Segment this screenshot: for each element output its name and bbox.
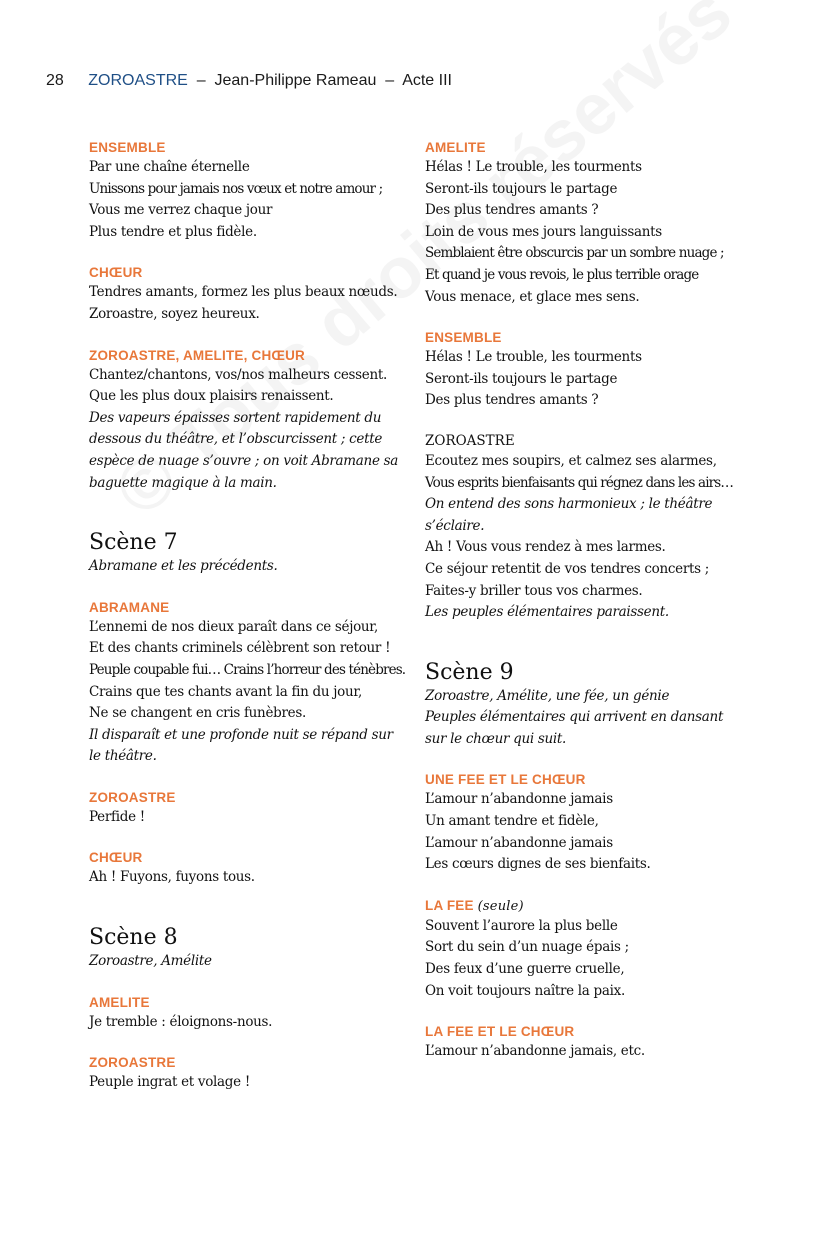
speaker-name: ZOROASTRE <box>425 432 515 449</box>
opera-title: ZOROASTRE <box>88 72 188 89</box>
verse-line: Hélas ! Le trouble, les tourments <box>425 159 642 175</box>
verse-line: Unissons pour jamais nos vœux et notre amour ; <box>89 180 383 197</box>
act-label: Acte III <box>402 72 452 89</box>
verse-line: L’ennemi de nos dieux paraît dans ce séjour, <box>89 618 378 635</box>
verse-line: Ah ! Vous vous rendez à mes larmes. <box>425 539 666 556</box>
stage-direction: le théâtre. <box>89 748 157 765</box>
verse-line: Loin de vous mes jours languissants <box>425 223 662 240</box>
verse-line: Tendres amants, formez les plus beaux nœuds. <box>89 284 398 301</box>
speaker-name: LA FEE ET LE CHŒUR <box>425 1024 575 1040</box>
speech-block <box>89 848 407 889</box>
verse-line: Ah ! Fuyons, fuyons tous. <box>89 869 255 886</box>
speaker-name: ZOROASTRE <box>89 1055 176 1071</box>
speaker-name: CHŒUR <box>89 850 143 866</box>
scene-heading: Scène 9 <box>425 659 514 685</box>
verse-line: Crains que tes chants avant la fin du jour, <box>89 683 363 700</box>
verse-line: Et des chants criminels célèbrent son retour ! <box>89 640 391 657</box>
verse-line: Que les plus doux plaisirs renaissent. <box>89 388 334 405</box>
speech-block <box>89 993 407 1034</box>
scene-characters: Zoroastre, Amélite <box>89 953 212 970</box>
left-column <box>89 138 407 1114</box>
composer-name: Jean-Philippe Rameau <box>214 72 377 89</box>
speaker-name: ENSEMBLE <box>89 140 166 155</box>
header-separator: – <box>196 72 206 89</box>
stage-direction: On entend des sons harmonieux ; le théâtre <box>425 496 713 513</box>
speaker-name: ENSEMBLE <box>425 330 502 346</box>
speaker-name: ABRAMANE <box>89 599 170 615</box>
stage-direction: sur le chœur qui suit. <box>425 730 567 747</box>
speech-block <box>425 770 755 875</box>
speaker-name <box>425 896 755 916</box>
verse-line: Les cœurs dignes de ses bienfaits. <box>425 856 651 873</box>
speech-block <box>425 138 755 308</box>
scene-characters: Zoroastre, Amélite, une fée, un génie <box>425 687 670 704</box>
scene-heading: Scène 7 <box>89 530 178 556</box>
right-column <box>425 138 755 1083</box>
stage-direction: dessous du théâtre, et l’obscurcissent ; cette <box>89 431 383 448</box>
speech-block <box>89 346 407 495</box>
speaker-role: LA FEE <box>425 897 474 913</box>
stage-direction: baguette magique à la main. <box>89 474 277 491</box>
verse-line: Peuple coupable fui… Crains l’horreur des ténèbres. <box>89 661 406 678</box>
speech-block <box>89 788 407 829</box>
verse-line: Je tremble : éloignons-nous. <box>89 1013 273 1030</box>
header-separator: – <box>385 72 395 89</box>
speech-block <box>425 432 755 624</box>
verse-line: Ne se changent en cris funèbres. <box>89 705 306 722</box>
stage-direction: Il disparaît et une profonde nuit se répand sur <box>89 726 393 743</box>
verse-line: L’amour n’abandonne jamais <box>425 834 613 851</box>
page-number: 28 <box>46 72 64 89</box>
verse-line: Chantez/chantons, vos/nos malheurs cessent. <box>89 366 387 383</box>
verse-line: L’amour n’abandonne jamais, etc. <box>425 1043 645 1060</box>
stage-direction: Des vapeurs épaisses sortent rapidement du <box>89 409 382 426</box>
speaker-name: ZOROASTRE <box>89 789 176 805</box>
running-header <box>46 72 452 90</box>
verse-line: On voit toujours naître la paix. <box>425 982 625 999</box>
verse-line: Seront-ils toujours le partage <box>425 180 618 197</box>
speech-block <box>89 263 407 325</box>
speech-block <box>89 138 407 243</box>
performance-note: (seule) <box>477 898 524 914</box>
verse-line: Perfide ! <box>89 808 145 825</box>
speaker-name: AMELITE <box>425 140 486 155</box>
verse-line: Vous esprits bienfaisants qui régnez dans les airs… <box>425 474 733 491</box>
speech-block <box>89 1053 407 1094</box>
verse-line: Vous me verrez chaque jour <box>89 202 273 219</box>
verse-line: Des plus tendres amants ? <box>425 202 599 219</box>
speaker-name: UNE FEE ET LE CHŒUR <box>425 772 586 788</box>
verse-line: Souvent l’aurore la plus belle <box>425 917 618 934</box>
speech-block <box>425 1022 755 1063</box>
verse-line: Un amant tendre et fidèle, <box>425 813 599 830</box>
stage-direction: Peuples élémentaires qui arrivent en dansant <box>425 709 724 726</box>
verse-line: Et quand je vous revois, le plus terrible orage <box>425 266 699 283</box>
verse-line: Par une chaîne éternelle <box>89 159 250 175</box>
verse-line: Faites-y briller tous vos charmes. <box>425 582 643 599</box>
verse-line: Plus tendre et plus fidèle. <box>89 223 257 240</box>
verse-line: Des feux d’une guerre cruelle, <box>425 961 625 978</box>
speaker-name: CHŒUR <box>89 265 143 281</box>
stage-direction: s’éclaire. <box>425 517 485 534</box>
verse-line: Ce séjour retentit de vos tendres concerts ; <box>425 560 709 577</box>
verse-line: Ecoutez mes soupirs, et calmez ses alarmes, <box>425 452 717 469</box>
speaker-name: ZOROASTRE, AMELITE, CHŒUR <box>89 347 305 363</box>
verse-line: L’amour n’abandonne jamais <box>425 791 613 808</box>
verse-line: Des plus tendres amants ? <box>425 392 599 409</box>
speech-block <box>89 598 407 768</box>
scene-heading: Scène 8 <box>89 925 178 951</box>
stage-direction: espèce de nuage s’ouvre ; on voit Abramane sa <box>89 452 399 469</box>
verse-line: Vous menace, et glace mes sens. <box>425 288 640 305</box>
verse-line: Zoroastre, soyez heureux. <box>89 305 260 322</box>
verse-line: Hélas ! Le trouble, les tourments <box>425 349 642 366</box>
speaker-name: AMELITE <box>89 994 150 1010</box>
verse-line: Peuple ingrat et volage ! <box>89 1074 250 1091</box>
verse-line: Seront-ils toujours le partage <box>425 370 618 387</box>
scene-characters: Abramane et les précédents. <box>89 558 278 575</box>
speech-block <box>425 328 755 412</box>
stage-direction: Les peuples élémentaires paraissent. <box>425 604 669 621</box>
verse-line: Sort du sein d’un nuage épais ; <box>425 939 629 956</box>
verse-line: Semblaient être obscurcis par un sombre nuage ; <box>425 245 724 262</box>
speech-block <box>425 896 755 1002</box>
